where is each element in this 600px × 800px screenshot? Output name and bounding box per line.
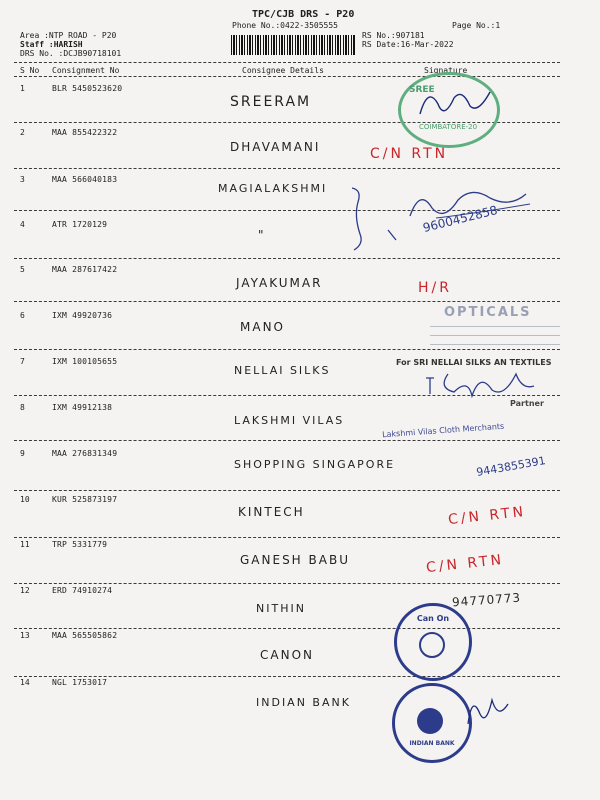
row-sno: 3	[20, 175, 25, 184]
bank-logo-icon	[417, 708, 443, 734]
row-divider	[14, 440, 560, 441]
row-remark: 94770773	[451, 590, 522, 610]
row-divider	[14, 583, 560, 584]
row-divider	[14, 258, 560, 259]
row-remark: 9443855391	[475, 454, 547, 479]
row-consignment: MAA 276831349	[52, 449, 118, 458]
coimbatore-stamp-text: COIMBATORE-20	[419, 123, 478, 131]
row-consignee: NELLAI SILKS	[234, 364, 331, 377]
row-consignee: SHOPPING SINGAPORE	[234, 458, 396, 471]
row-consignee: DHAVAMANI	[230, 140, 321, 154]
row-consignment: TRP 5331779	[52, 540, 108, 549]
row-consignee: SREERAM	[230, 94, 312, 110]
row-sno: 14	[20, 678, 30, 687]
row-sno: 6	[20, 311, 25, 320]
opticals-stamp-text: OPTICALS	[444, 305, 532, 320]
row-divider	[14, 676, 560, 677]
row-remark: 9600452858	[421, 202, 499, 236]
staff-label: Staff :HARISH	[20, 40, 83, 49]
row-consignee: MANO	[240, 320, 285, 334]
row-consignment: BLR 5450523620	[52, 84, 123, 93]
textiles-stamp: For SRI NELLAI SILKS AN TEXTILES	[396, 358, 552, 367]
drs-number: DRS No. :DCJB90718101	[20, 49, 122, 58]
opticals-stamp	[430, 305, 560, 353]
row-divider	[14, 537, 560, 538]
signature-scribble-icon	[340, 178, 570, 258]
row-consignee: CANON	[260, 648, 314, 662]
cloth-merchant-stamp: Lakshmi Vilas Cloth Merchants	[381, 421, 505, 440]
row-divider	[14, 349, 560, 350]
col-signature: Signature	[424, 66, 468, 75]
row-sno: 2	[20, 128, 25, 137]
indian-bank-stamp-text: INDIAN BANK	[409, 740, 455, 747]
col-consignee: Consignee Details	[242, 66, 324, 75]
row-remark: C/N RTN	[447, 503, 527, 529]
row-sno: 9	[20, 449, 25, 458]
row-divider	[14, 628, 560, 629]
columns-divider	[14, 76, 560, 77]
row-consignment: IXM 49912138	[52, 403, 113, 412]
phone-number: Phone No.:0422-3505555	[232, 21, 338, 30]
row-consignment: ATR 1720129	[52, 220, 108, 229]
row-divider	[14, 490, 560, 491]
row-sno: 7	[20, 357, 25, 366]
signature-scribble-icon	[420, 366, 540, 402]
row-divider	[14, 395, 560, 396]
row-consignee: LAKSHMI VILAS	[234, 414, 345, 427]
row-consignee: NITHIN	[256, 602, 306, 615]
canon-stamp	[394, 603, 472, 681]
area-label: Area :NTP ROAD - P20	[20, 31, 117, 40]
row-consignment: KUR 525873197	[52, 495, 118, 504]
header-divider	[14, 62, 560, 63]
row-consignment: MAA 566040183	[52, 175, 118, 184]
row-consignee: GANESH BABU	[240, 553, 350, 567]
row-consignment: MAA 287617422	[52, 265, 118, 274]
partner-label: Partner	[510, 399, 544, 408]
row-consignment: IXM 100105655	[52, 357, 118, 366]
row-remark: H/R	[418, 280, 452, 296]
row-sno: 12	[20, 586, 30, 595]
doc-title: TPC/CJB DRS - P20	[252, 9, 355, 20]
signature-scribble-icon	[462, 690, 512, 730]
barcode	[231, 35, 356, 55]
row-consignment: ERD 74910274	[52, 586, 113, 595]
row-consignee: JAYAKUMAR	[236, 276, 323, 290]
row-remark: C/N RTN	[425, 551, 505, 577]
row-sno: 8	[20, 403, 25, 412]
row-divider	[14, 168, 560, 169]
col-sno: S No	[20, 66, 40, 75]
indian-bank-stamp	[392, 683, 472, 763]
col-consignment: Consignment No	[52, 66, 120, 75]
page-number: Page No.:1	[452, 21, 501, 30]
canon-stamp-text: Can On	[416, 614, 450, 623]
sree-stamp-text: SREE	[409, 85, 435, 95]
row-consignment: MAA 855422322	[52, 128, 118, 137]
row-divider	[14, 301, 560, 302]
rs-number: RS No.:907181	[362, 31, 425, 40]
row-sno: 5	[20, 265, 25, 274]
row-consignment: MAA 565505862	[52, 631, 118, 640]
row-sno: 4	[20, 220, 25, 229]
row-sno: 11	[20, 540, 30, 549]
canon-logo-icon	[419, 632, 445, 658]
row-consignment: NGL 1753017	[52, 678, 108, 687]
row-sno: 13	[20, 631, 30, 640]
signature-scribble-icon	[414, 84, 494, 124]
row-consignee: INDIAN BANK	[256, 696, 351, 709]
row-sno: 1	[20, 84, 25, 93]
row-consignee: "	[258, 228, 266, 242]
row-remark: C/N RTN	[370, 146, 449, 162]
rs-date: RS Date:16-Mar-2022	[362, 40, 454, 49]
row-consignment: IXM 49920736	[52, 311, 113, 320]
row-consignee: KINTECH	[238, 505, 305, 519]
row-consignee: MAGIALAKSHMI	[218, 182, 328, 195]
row-sno: 10	[20, 495, 30, 504]
